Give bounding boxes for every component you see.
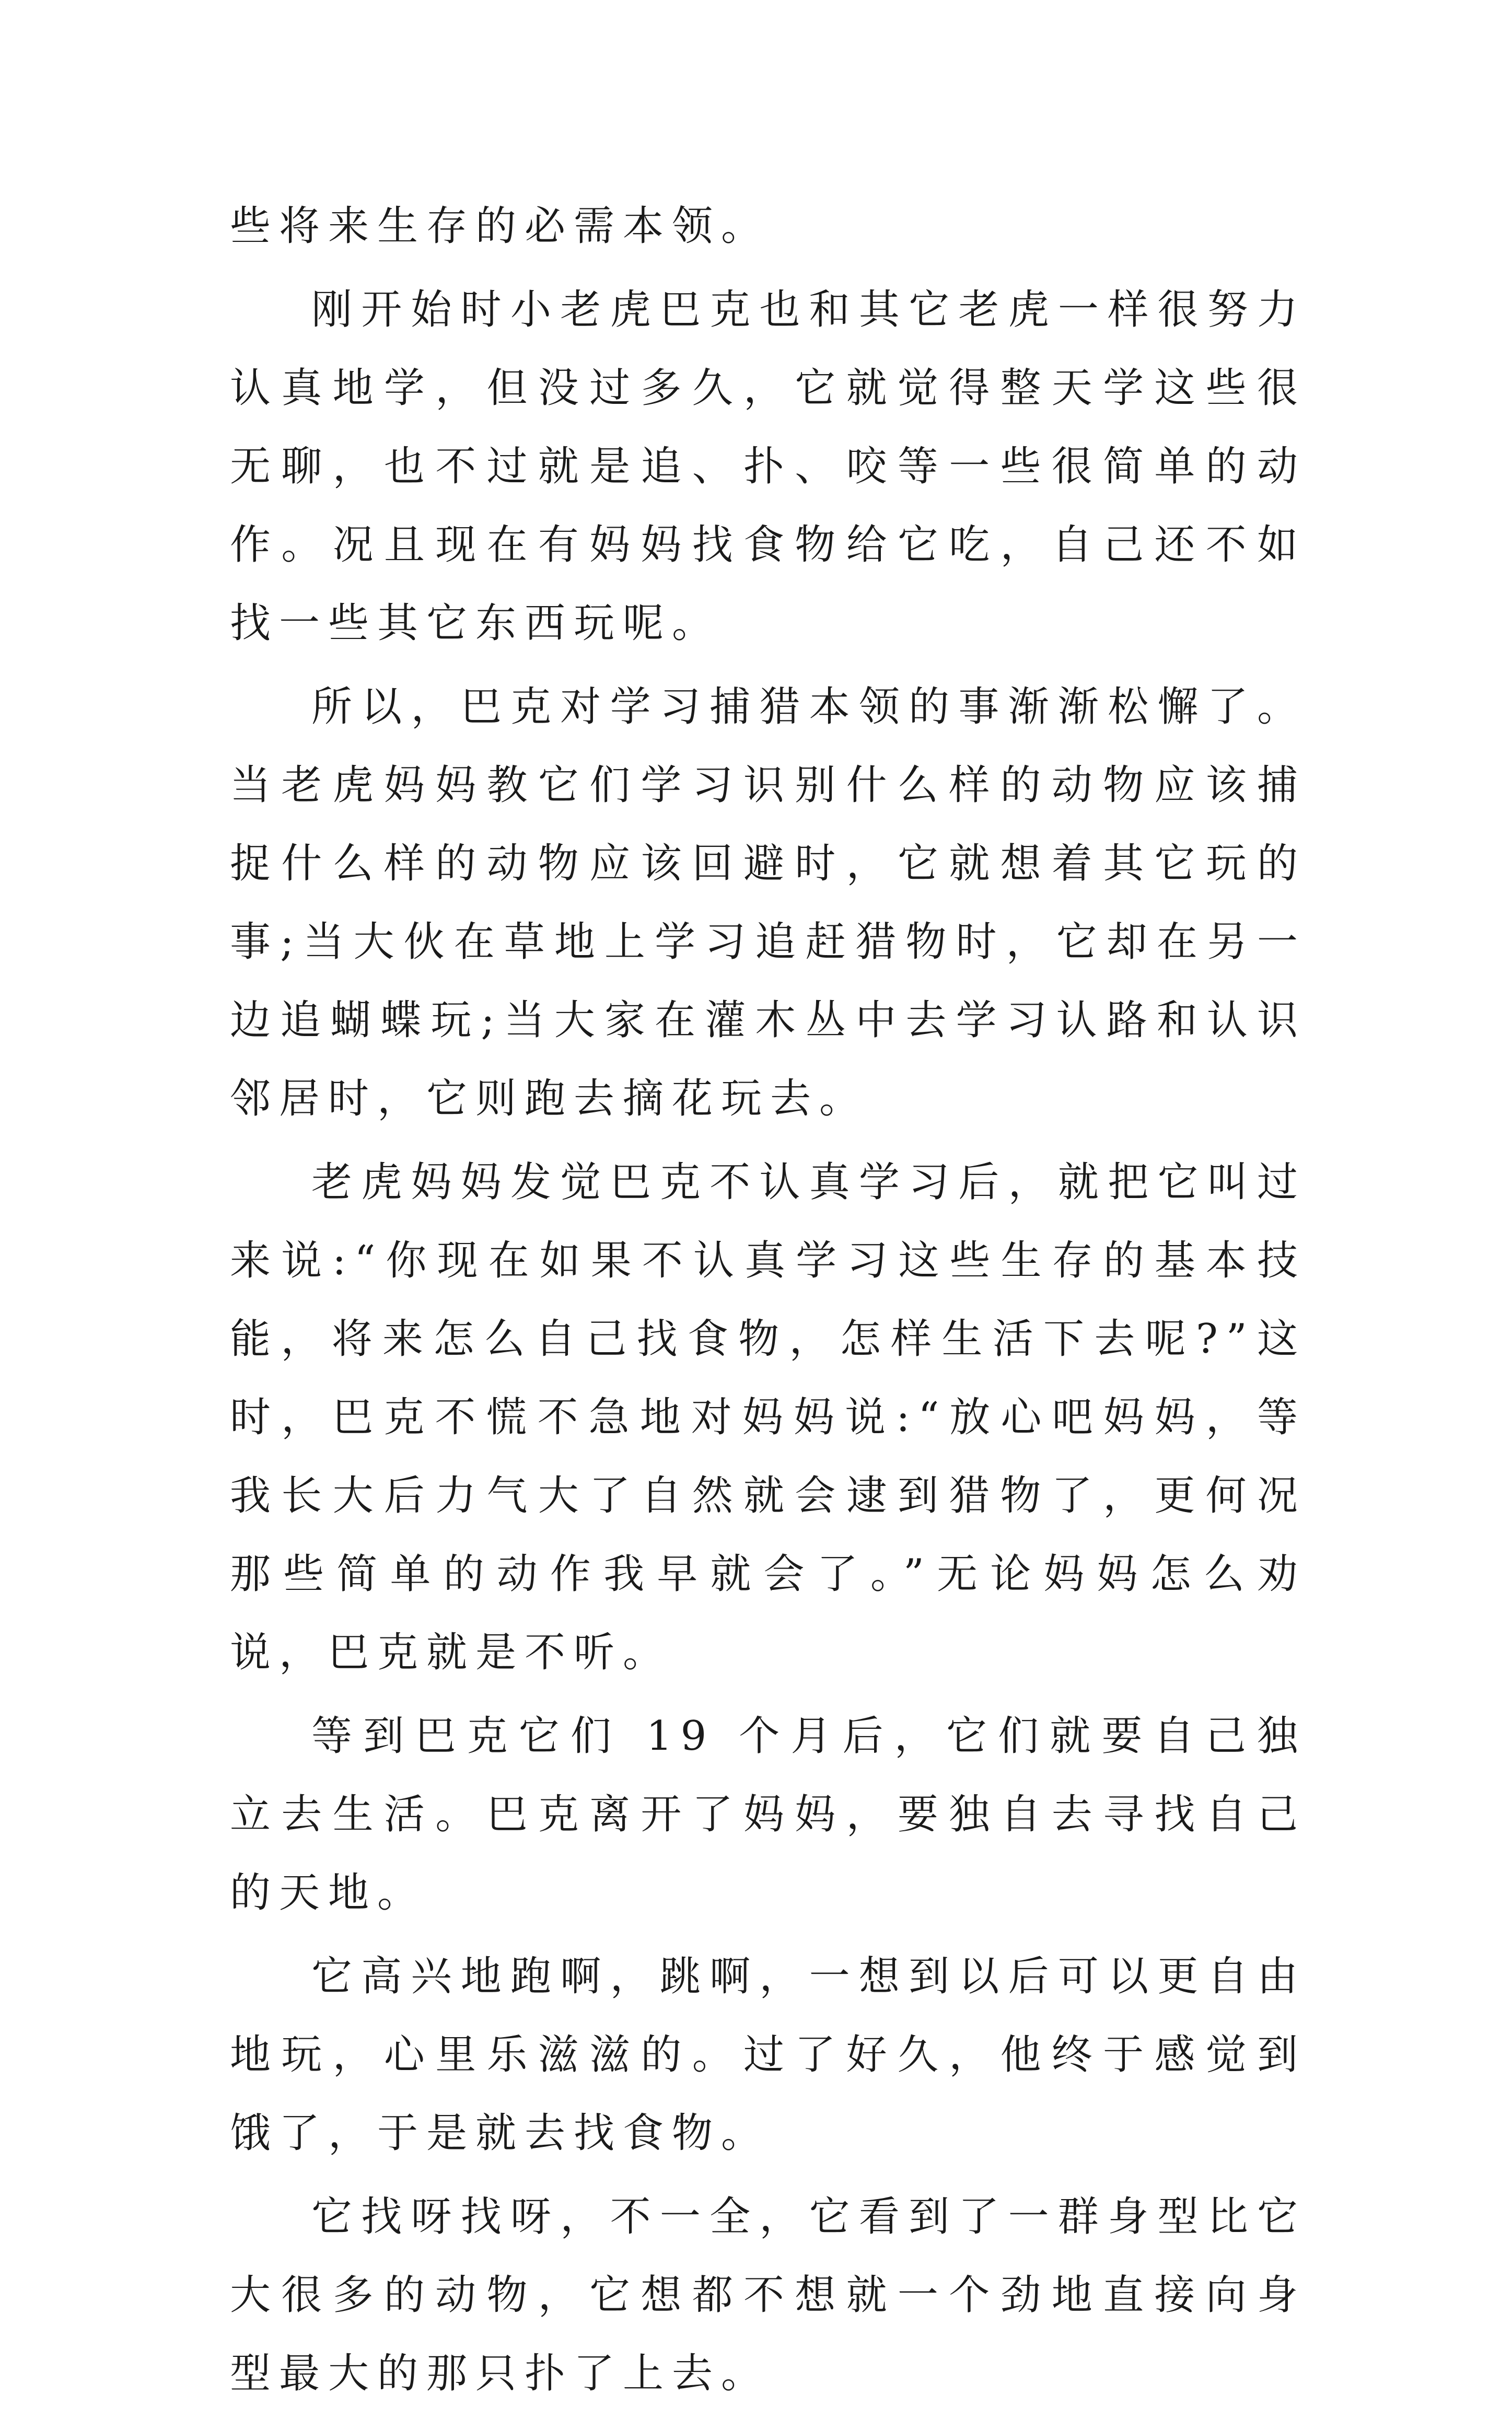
paragraph-2: 刚开始时小老虎巴克也和其它老虎一样很努力认真地学，但没过多久，它就觉得整天学这些很无聊，也不过就是追、扑、咬等一些很简单的动作。况且现在有妈妈找食物给它吃，自己还不如找一些其它东西玩呢。 xyxy=(230,286,1306,647)
paragraph-3: 所以，巴克对学习捕猎本领的事渐渐松懈了。当老虎妈妈教它们学习识别什么样的动物应该捕捉什么样的动物应该回避时，它就想着其它玩的事;当大伙在草地上学习追赶猎物时，它却在另一边追蝴蝶玩;当大家在灌木丛中去学习认路和认识邻居时，它则跑去摘花玩去。 xyxy=(230,683,1306,1122)
paragraph-7: 它找呀找呀，不一全，它看到了一群身型比它大很多的动物，它想都不想就一个劲地直接向身型最大的那只扑了上去。 xyxy=(230,2193,1306,2397)
paragraph-4: 老虎妈妈发觉巴克不认真学习后，就把它叫过来说:“你现在如果不认真学习这些生存的基本技能，将来怎么自己找食物，怎样生活下去呢?”这时，巴克不慌不急地对妈妈说:“放心吧妈妈，等我长大后力气大了自然就会逮到猎物了，更何况那些简单的动作我早就会了。”无论妈妈怎么劝说，巴克就是不听。 xyxy=(230,1159,1306,1676)
document-body xyxy=(230,187,1306,2418)
paragraph-1: 些将来生存的必需本领。 xyxy=(230,203,771,250)
paragraph-5: 等到巴克它们 19 个月后，它们就要自己独立去生活。巴克离开了妈妈，要独自去寻找自己的天地。 xyxy=(230,1713,1306,1916)
paragraph-6: 它高兴地跑啊，跳啊，一想到以后可以更自由地玩，心里乐滋滋的。过了好久，他终于感觉到饿了，于是就去找食物。 xyxy=(230,1953,1306,2157)
